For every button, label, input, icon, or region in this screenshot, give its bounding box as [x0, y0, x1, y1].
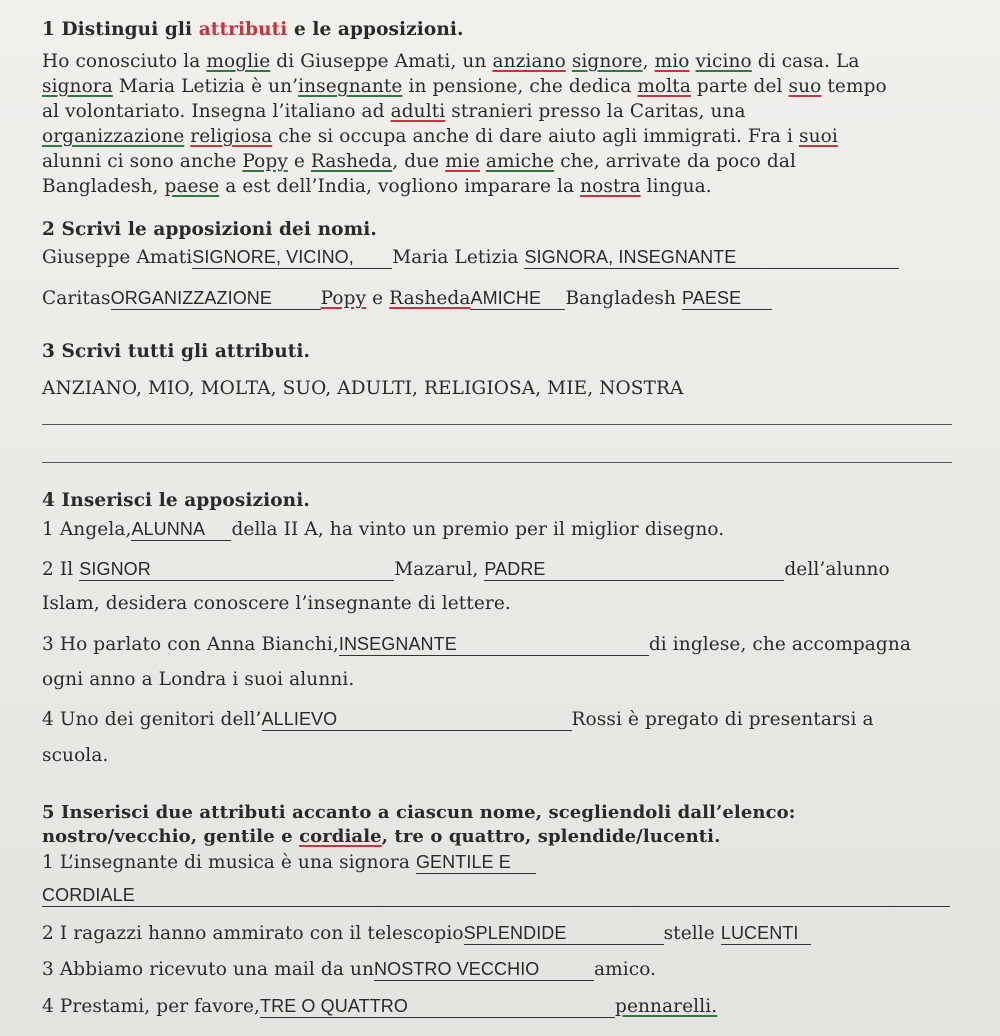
marked-apposition: signore: [571, 51, 643, 72]
marked-word: cordiale: [299, 826, 382, 847]
ex4-sentence-1: [42, 518, 980, 542]
ex1-title-text: 1 Distingui gli: [42, 19, 199, 40]
text: , tre o quattro, splendide/lucenti.: [381, 826, 721, 847]
answer-field[interactable]: SIGNOR: [79, 559, 394, 581]
text: e: [366, 288, 390, 309]
marked-apposition: insegnante: [298, 76, 403, 97]
text: 2 I ragazzi hanno ammirato con il telescopio: [42, 923, 464, 944]
text: amico.: [594, 959, 657, 980]
answer-field[interactable]: TRE O QUATTRO: [260, 996, 615, 1018]
marked-attribute: mie: [445, 151, 480, 172]
text: 1 Angela,: [42, 519, 132, 540]
text: della II A, ha vinto un premio per il miglior disegno.: [231, 519, 725, 540]
answer-field[interactable]: NOSTRO VECCHIO: [374, 959, 594, 981]
ex5-sentence-3: [42, 958, 980, 982]
text: parte del: [690, 76, 789, 97]
ex4-title: 4 Inserisci le apposizioni.: [42, 490, 310, 511]
ex5-sentence-1: [42, 851, 980, 875]
marked-apposition: signora: [42, 76, 113, 97]
text: Maria Letizia: [392, 247, 525, 268]
answer-field[interactable]: PAESE: [682, 288, 772, 310]
text: a est dell’India, vogliono imparare la: [219, 176, 581, 197]
answer-field[interactable]: LUCENTI: [721, 923, 811, 945]
text: Bangladesh: [565, 288, 682, 309]
ex4-sentence-3: [42, 633, 980, 657]
text: 3 Abbiamo ricevuto una mail da un: [42, 959, 374, 980]
answer-rule: [42, 462, 952, 463]
answer-field[interactable]: SIGNORE, VICINO,: [192, 247, 392, 269]
ex1-line-3: [42, 100, 980, 124]
answer-rule: [42, 424, 952, 425]
ex1-title: [42, 18, 980, 42]
marked-apposition: vicino: [695, 51, 752, 72]
text: Maria Letizia è un’: [112, 76, 299, 97]
text: ,: [642, 51, 655, 72]
text: in pensione, che dedica: [402, 76, 638, 97]
marked-noun: Rasheda: [389, 288, 471, 309]
text: Ho conosciuto la: [42, 51, 207, 72]
text: 4 Prestami, per favore,: [42, 996, 261, 1017]
marked-noun: Rasheda: [310, 151, 393, 172]
marked-attribute: mio: [654, 51, 690, 72]
ex2-row-1: [42, 246, 980, 270]
text: alunni ci sono anche: [42, 151, 243, 172]
answer-field[interactable]: ORGANIZZAZIONE: [111, 288, 321, 310]
marked-attribute: anziano: [492, 51, 566, 72]
text: 4 Uno dei genitori dell’: [42, 709, 262, 730]
ex5-sentence-4: [42, 995, 980, 1019]
text: e: [287, 151, 311, 172]
marked-apposition: paese: [164, 176, 220, 197]
ex1-title-text-end: e le apposizioni.: [287, 19, 464, 40]
answer-field[interactable]: CORDIALE: [42, 885, 950, 907]
marked-apposition: organizzazione: [42, 126, 185, 147]
answer-field[interactable]: ALLIEVO: [262, 709, 572, 731]
answer-field[interactable]: INSEGNANTE: [339, 634, 649, 656]
text: 2 Il: [42, 559, 80, 580]
text: che si occupa anche di dare aiuto agli immigrati. Fra i: [272, 126, 799, 147]
ex4-sentence-4-cont: scuola.: [42, 745, 109, 766]
ex5-sentence-1-cont: [42, 884, 980, 908]
text: Mazarul,: [394, 559, 485, 580]
text: di inglese, che accompagna: [648, 634, 912, 655]
answer-field[interactable]: SIGNORA, INSEGNANTE: [524, 247, 899, 269]
ex1-line-6: [42, 175, 980, 199]
text: 3 Ho parlato con Anna Bianchi,: [42, 634, 339, 655]
ex4-sentence-4: [42, 708, 980, 732]
answer-field[interactable]: AMICHE: [470, 288, 565, 310]
ex5-sentence-2: [42, 922, 980, 946]
ex1-line-4: [42, 125, 980, 149]
ex1-line-2: [42, 75, 980, 99]
text: di casa. La: [751, 51, 860, 72]
text: Caritas: [42, 288, 111, 309]
text: che, arrivate da poco dal: [554, 151, 796, 172]
answer-field[interactable]: SPLENDIDE: [464, 923, 664, 945]
ex1-title-attributi: attributi: [198, 19, 288, 40]
marked-attribute: nostra: [580, 176, 641, 197]
text: stelle: [663, 923, 721, 944]
text: lingua.: [640, 176, 712, 197]
marked-attribute: suo: [788, 76, 822, 97]
text: nostro/vecchio, gentile e: [42, 826, 300, 847]
marked-attribute: suoi: [799, 126, 838, 147]
ex4-sentence-3-cont: ogni anno a Londra i suoi alunni.: [42, 669, 355, 690]
marked-noun: Popy: [242, 151, 288, 172]
answer-field[interactable]: ALUNNA: [131, 519, 231, 541]
marked-attribute: religiosa: [190, 126, 273, 147]
text: Rossi è pregato di presentarsi a: [571, 709, 874, 730]
marked-noun: pennarelli.: [615, 996, 718, 1017]
text: di Giuseppe Amati, un: [270, 51, 493, 72]
ex3-answer[interactable]: ANZIANO, MIO, MOLTA, SUO, ADULTI, RELIGIOSA, MIE, NOSTRA: [42, 378, 684, 399]
marked-apposition: moglie: [206, 51, 271, 72]
text: dell’alunno: [784, 559, 890, 580]
marked-attribute: adulti: [390, 101, 446, 122]
ex3-title: 3 Scrivi tutti gli attributi.: [42, 341, 311, 362]
answer-field[interactable]: PADRE: [484, 559, 784, 581]
text: , due: [392, 151, 446, 172]
ex5-title-line-1: 5 Inserisci due attributi accanto a ciascun nome, scegliendoli dall’elenco:: [42, 802, 796, 823]
ex4-sentence-2-cont: Islam, desidera conoscere l’insegnante di lettere.: [42, 593, 511, 614]
text: al volontariato. Insegna l’italiano ad: [42, 101, 391, 122]
text: 1 L’insegnante di musica è una signora: [42, 852, 416, 873]
marked-apposition: amiche: [485, 151, 555, 172]
answer-field[interactable]: GENTILE E: [416, 852, 536, 874]
ex5-title-line-2: [42, 825, 980, 849]
ex2-row-2: [42, 287, 980, 311]
text: tempo: [821, 76, 887, 97]
ex2-title: 2 Scrivi le apposizioni dei nomi.: [42, 219, 377, 240]
text: stranieri presso la Caritas, una: [445, 101, 746, 122]
text: Giuseppe Amati: [42, 247, 193, 268]
ex1-line-5: [42, 150, 980, 174]
ex1-line-1: [42, 50, 980, 74]
ex4-sentence-2: [42, 558, 980, 582]
marked-attribute: molta: [637, 76, 691, 97]
marked-noun: Popy: [320, 288, 367, 309]
text: Bangladesh,: [42, 176, 165, 197]
